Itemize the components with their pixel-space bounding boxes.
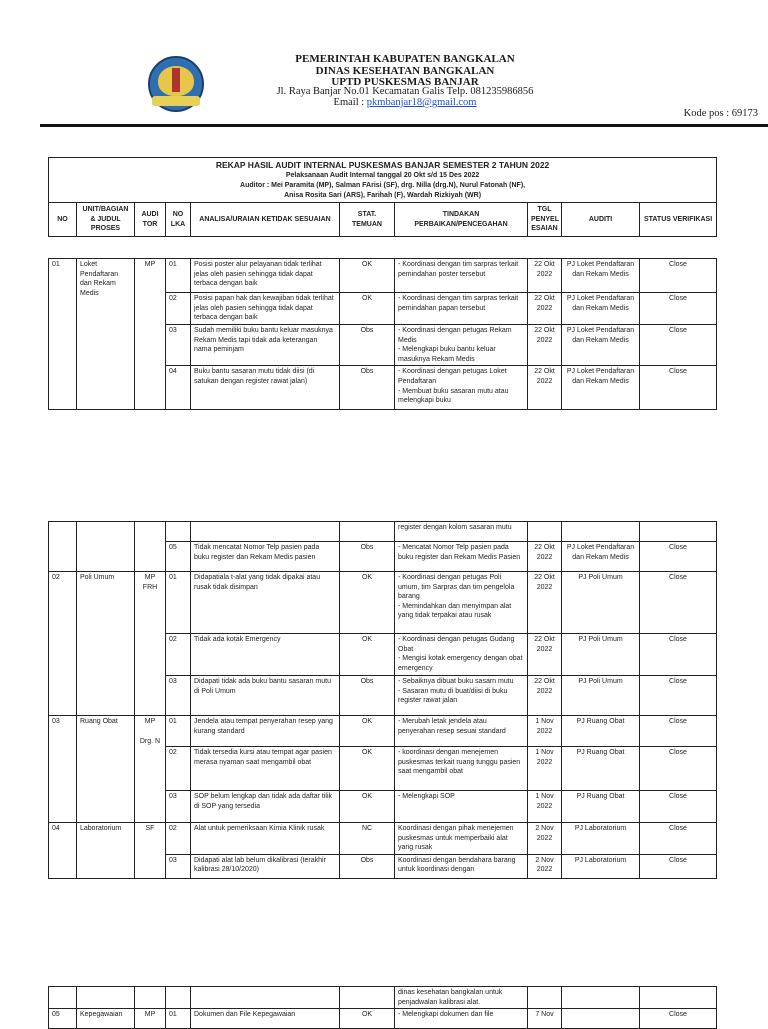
row-unit: Loket Pendaftaran dan Rekam Medis (77, 259, 135, 410)
row-no: 04 (49, 823, 77, 879)
row-auditor: SF (135, 823, 166, 879)
row-auditor (135, 716, 166, 823)
row-analysis: Tidak ada kotak Emergency (191, 634, 340, 676)
row-action (395, 542, 528, 572)
col-header-date: TGL PENYEL ESAIAN (528, 203, 562, 237)
row-auditor: MP FRH (135, 572, 166, 716)
row-status: OK (340, 1009, 395, 1029)
department-name: DINAS KESEHATAN BANGKALAN (315, 65, 495, 77)
col-header-auditee: AUDITI (562, 203, 640, 237)
row-date: 1 Nov 2022 (528, 791, 562, 823)
postal-code: Kode pos : 69173 (683, 108, 758, 119)
row-lka: 04 (166, 366, 191, 410)
row-auditee: PJ Poli Umum (562, 676, 640, 716)
report-auditors-cont: Anisa Rosita Sari (ARS), Farihah (F), Wardah Rizkiyah (WR) (284, 192, 482, 199)
action-item: - koordinasi dengan menejemen puskesmas terkait ruang tunggu pasien saat mengambil obat (398, 749, 521, 776)
row-verification: Close (640, 572, 717, 634)
row-status: OK (340, 634, 395, 676)
table-row (49, 572, 717, 634)
table-row (49, 716, 717, 747)
row-verification: Close (640, 325, 717, 366)
row-action (395, 823, 528, 855)
row-date: 22 Okt 2022 (528, 572, 562, 634)
row-date: 2 Nov 2022 (528, 854, 562, 878)
col-header-action: TINDAKAN PERBAIKAN/PENCEGAHAN (395, 203, 528, 237)
action-item: - Koordinasi dengan petugas Rekam Medis (398, 327, 512, 344)
row-verification: Close (640, 634, 717, 676)
row-lka: 03 (166, 325, 191, 366)
action-item: - Merubah letak jendela atau penyerahan resep sesuai standard (398, 718, 506, 735)
row-status: Obs (340, 542, 395, 572)
action-item: - Melengkapi buku bantu keluar masuknya Rekam Medis (398, 346, 496, 363)
row-auditee: PJ Laboratorium (562, 854, 640, 878)
action-item: - Mengisi kotak emergency dengan obat emergency (398, 655, 523, 672)
col-header-auditor: AUDI TOR (135, 203, 166, 237)
email-link[interactable]: pkmbanjar18@gmail.com (366, 97, 477, 108)
row-lka: 01 (166, 1009, 191, 1029)
action-item: - Koordinasi dengan petugas Loket Pendaftaran (398, 368, 507, 385)
row-verification: Close (640, 1009, 717, 1029)
row-action (395, 572, 528, 634)
report-title-block (49, 158, 717, 203)
row-verification: Close (640, 542, 717, 572)
table-row (49, 987, 717, 1009)
row-status: OK (340, 716, 395, 747)
row-status: OK (340, 259, 395, 293)
row-analysis: SOP belum lengkap dan tidak ada daftar tilik di SOP yang tersedia (191, 791, 340, 823)
auditor-primary: MP (144, 718, 156, 725)
row-status: Obs (340, 676, 395, 716)
row-date: 22 Okt 2022 (528, 293, 562, 325)
row-action (395, 791, 528, 823)
row-lka: 02 (166, 747, 191, 791)
row-action-continued: dinas kesehatan bangkalan untuk penjadwalan kalibrasi alat. (395, 987, 528, 1009)
row-analysis: Tidak tersedia kursi atau tempat agar pasien merasa nyaman saat mengambil obat (191, 747, 340, 791)
row-verification: Close (640, 716, 717, 747)
row-status: NC (340, 823, 395, 855)
row-auditee: PJ Ruang Obat (562, 791, 640, 823)
findings-table-part2 (48, 521, 717, 879)
row-date: 22 Okt 2022 (528, 634, 562, 676)
row-status: OK (340, 791, 395, 823)
row-analysis: Jendela atau tempat penyerahan resep yang kurang standard (191, 716, 340, 747)
row-action (395, 259, 528, 293)
report-title: REKAP HASIL AUDIT INTERNAL PUSKESMAS BANJAR SEMESTER 2 TAHUN 2022 (215, 160, 550, 170)
findings-table-part1 (48, 258, 717, 410)
row-analysis: Dokumen dan File Kepegawaian (191, 1009, 340, 1029)
row-date: 1 Nov 2022 (528, 716, 562, 747)
action-item: - Memindahkan dan menyimpan alat yang tidak terpakai atau rusak (398, 602, 512, 620)
action-item: - Mencatat Nomor Telp pasien pada buku register dan Rekam Medis Pasien (398, 544, 521, 561)
table-row (49, 823, 717, 855)
row-verification: Close (640, 293, 717, 325)
action-item: - Melengkapi SOP (398, 793, 455, 800)
row-lka: 05 (166, 542, 191, 572)
row-status: Obs (340, 854, 395, 878)
row-status: Obs (340, 366, 395, 410)
row-date: 2 Nov 2022 (528, 823, 562, 855)
action-item: - Membuat buku sasaran mutu atau melengkapi buku (398, 387, 509, 405)
row-unit: Ruang Obat (77, 716, 135, 823)
row-lka: 01 (166, 259, 191, 293)
row-date: 22 Okt 2022 (528, 325, 562, 366)
bangkalan-emblem-icon (148, 56, 204, 112)
row-status: Obs (340, 325, 395, 366)
row-no: 05 (49, 1009, 77, 1029)
row-auditor: MP (135, 259, 166, 410)
col-header-status: STAT. TEMUAN (340, 203, 395, 237)
row-auditee: PJ Ruang Obat (562, 716, 640, 747)
row-analysis: Posisi papan hak dan kewajiban tidak terlihat jelas oleh pasien sehingga tidak dapat terbaca dengan baik (191, 293, 340, 325)
row-lka: 01 (166, 716, 191, 747)
col-header-no: NO (49, 203, 77, 237)
row-lka: 02 (166, 823, 191, 855)
row-status: OK (340, 747, 395, 791)
action-item: Koordinasi dengan pihak menejemen puskesmas untuk memperbaiki alat yang rusak (398, 825, 514, 852)
report-period: Pelaksanaan Audit Internal tanggal 20 Okt s/d 15 Des 2022 (285, 172, 480, 179)
row-action (395, 293, 528, 325)
action-item: - Koordinasi dengan tim sarpras terkait pemindahan poster tersebut (398, 261, 519, 278)
action-item: - Koordinasi dengan tim sarpras terkait pemindahan papan tersebut (398, 295, 519, 312)
row-auditee: PJ Poli Umum (562, 634, 640, 676)
letterhead (0, 0, 768, 130)
email-label: Email : (333, 97, 367, 108)
row-auditee: PJ Loket Pendaftaran dan Rekam Medis (562, 542, 640, 572)
unit-name: UPTD PUSKESMAS BANJAR (331, 76, 479, 88)
col-header-analysis: ANALISA/URAIAN KETIDAK SESUAIAN (191, 203, 340, 237)
row-analysis: Buku bantu sasaran mutu tidak diisi (di satukan dengan register rawat jalan) (191, 366, 340, 410)
row-lka: 03 (166, 791, 191, 823)
row-lka: 02 (166, 293, 191, 325)
row-action (395, 676, 528, 716)
row-no: 02 (49, 572, 77, 716)
row-action (395, 366, 528, 410)
action-item: - Sasaran mutu di buat/diisi di buku register rawat jalan (398, 687, 508, 705)
row-verification: Close (640, 366, 717, 410)
action-item: - Melengkapi dokumen dan file (398, 1011, 494, 1019)
row-verification: Close (640, 747, 717, 791)
row-date: 7 Nov (528, 1009, 562, 1029)
row-verification: Close (640, 823, 717, 855)
col-header-verification: STATUS VERIFIKASI (640, 203, 717, 237)
row-date: 22 Okt 2022 (528, 542, 562, 572)
row-verification: Close (640, 854, 717, 878)
row-analysis: Didapati tidak ada buku bantu sasaran mutu di Poli Umum (191, 676, 340, 716)
row-auditee: PJ Loket Pendaftaran dan Rekam Medis (562, 325, 640, 366)
action-item: - Koordinasi dengan petugas Poli umum, tim Sarpras dan tim pengelola barang (398, 574, 515, 601)
row-analysis: Sudah memiliki buku bantu keluar masuknya Rekam Medis tapi tidak ada keterangan nama peminjam (191, 325, 340, 366)
row-unit: Kepegawaian (77, 1009, 135, 1029)
row-auditee: PJ Loket Pendaftaran dan Rekam Medis (562, 293, 640, 325)
row-date: 22 Okt 2022 (528, 676, 562, 716)
table-row (49, 522, 717, 542)
row-action (395, 716, 528, 747)
row-action-continued: register dengan kolom sasaran mutu (395, 522, 528, 542)
row-lka: 03 (166, 854, 191, 878)
row-auditee: PJ Ruang Obat (562, 747, 640, 791)
col-header-unit: UNIT/BAGIAN & JUDUL PROSES (77, 203, 135, 237)
row-analysis: Posisi poster alur pelayanan tidak terlihat jelas oleh pasien sehingga tidak dapat terbaca dengan baik (191, 259, 340, 293)
letterhead-divider (40, 124, 768, 127)
row-no: 01 (49, 259, 77, 410)
row-auditee: PJ Loket Pendaftaran dan Rekam Medis (562, 366, 640, 410)
row-status: OK (340, 293, 395, 325)
findings-table-part3 (48, 986, 717, 1029)
row-analysis: Didapatiala t-alat yang tidak dipakai atau rusak tidak disimpan (191, 572, 340, 634)
row-action (395, 1009, 528, 1029)
action-item: - Koordinasi dengan petugas Gudang Obat (398, 636, 515, 653)
action-item: Koordinasi dengan bendahara barang untuk koordinasi dengan (398, 856, 516, 874)
email-line (250, 97, 560, 108)
row-date: 22 Okt 2022 (528, 366, 562, 410)
table-row (49, 1009, 717, 1029)
row-auditee: PJ Poli Umum (562, 572, 640, 634)
row-action (395, 325, 528, 366)
action-item: - Sebaiknya dibuat buku sasarn mutu (398, 678, 514, 685)
row-date: 1 Nov 2022 (528, 747, 562, 791)
government-name: PEMERINTAH KABUPATEN BANGKALAN (295, 53, 515, 65)
row-unit: Laboratorium (77, 823, 135, 879)
row-action (395, 854, 528, 878)
report-header-table (48, 157, 717, 237)
row-action (395, 747, 528, 791)
row-verification: Close (640, 676, 717, 716)
row-no: 03 (49, 716, 77, 823)
report-auditors: Auditor : Mei Paramita (MP), Salman FArisi (SF), drg. Nilla (drg.N), Nurul Fatonah (NF), (240, 182, 526, 189)
row-verification: Close (640, 791, 717, 823)
row-lka: 02 (166, 634, 191, 676)
row-analysis: Alat untuk pemeriksaan Kimia Klinik rusak (191, 823, 340, 855)
auditor-secondary: Drg. N (139, 737, 161, 745)
row-date: 22 Okt 2022 (528, 259, 562, 293)
address: Jl. Raya Banjar No.01 Kecamatan Galis Telp. 081235986856 (276, 86, 534, 97)
row-auditee: PJ Loket Pendaftaran dan Rekam Medis (562, 259, 640, 293)
row-auditee: PJ Laboratorium (562, 823, 640, 855)
row-status: OK (340, 572, 395, 634)
row-analysis: Didapati alat lab belum dikalibrasi (terakhir kalibrasi 28/10/2020) (191, 854, 340, 878)
row-verification: Close (640, 259, 717, 293)
row-unit: Poli Umum (77, 572, 135, 716)
row-auditor: MP (135, 1009, 166, 1029)
row-action (395, 634, 528, 676)
row-analysis: Tidak mencatat Nomor Telp pasien pada buku register dan Rekam Medis pasien (191, 542, 340, 572)
col-header-no-lka: NO LKA (166, 203, 191, 237)
row-lka: 01 (166, 572, 191, 634)
row-lka: 03 (166, 676, 191, 716)
table-row (49, 259, 717, 293)
